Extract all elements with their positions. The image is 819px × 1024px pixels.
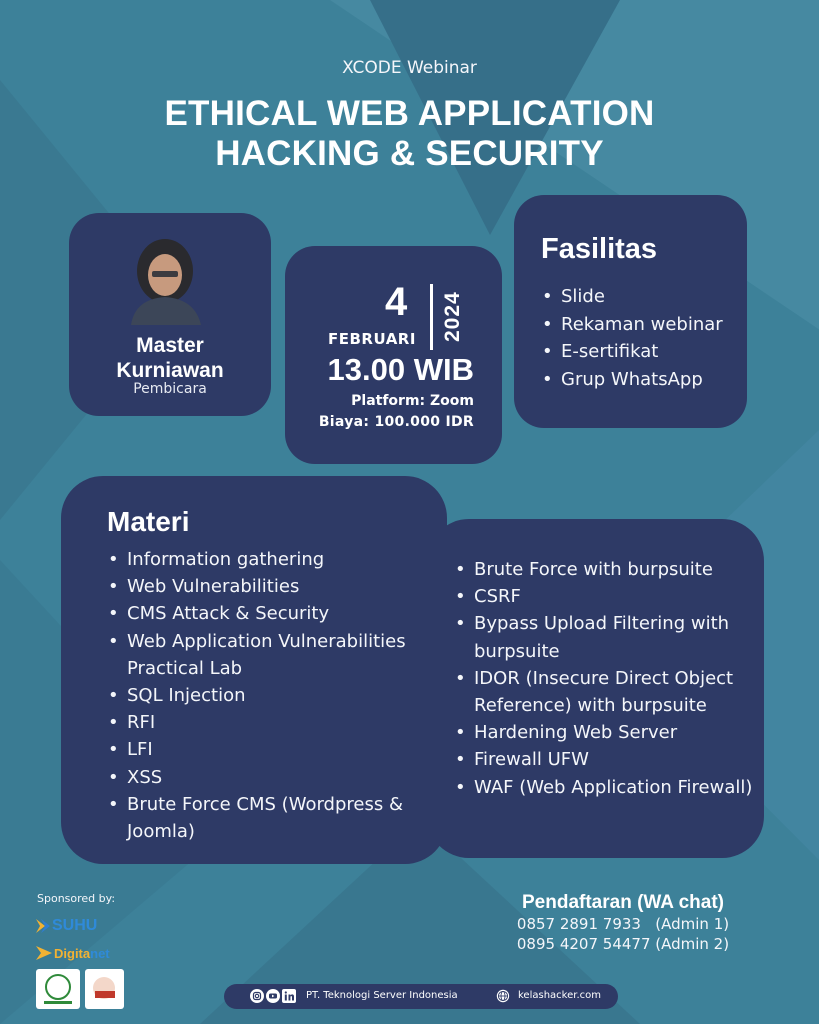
sponsor-logo-suhu (36, 917, 102, 935)
globe-icon (496, 989, 510, 1003)
materi-item: • XSS (108, 764, 438, 791)
digitanet-logo-icon (36, 946, 52, 960)
materi-item: • SQL Injection (108, 682, 438, 709)
suhu-logo-text: SUHU (52, 917, 98, 934)
speaker-role: Pembicara (133, 381, 207, 397)
speaker-photo (125, 233, 205, 325)
materi-list-1 (108, 546, 438, 845)
materi-item: • Information gathering (108, 546, 438, 573)
speaker-card (69, 213, 271, 416)
footer-bar (224, 984, 618, 1009)
event-time: 13.00 WIB (327, 352, 474, 387)
materi-item: • RFI (108, 709, 438, 736)
event-month: FEBRUARI (328, 330, 416, 348)
website-link[interactable]: kelashacker.com (518, 990, 601, 1001)
title-line-1: ETHICAL WEB APPLICATION (164, 94, 655, 133)
event-day: 4 (385, 280, 408, 324)
materi-item: • CSRF (455, 583, 755, 610)
facilities-card (514, 195, 747, 428)
materi-item: • IDOR (Insecure Direct Object Reference) with burpsuite (455, 665, 755, 719)
materi-card-1 (61, 476, 447, 864)
registration-block (470, 892, 776, 954)
facilities-title: Fasilitas (541, 233, 658, 265)
instagram-icon[interactable] (250, 989, 264, 1003)
event-year: 2024 (441, 291, 464, 343)
materi-item: • Hardening Web Server (455, 719, 755, 746)
materi-item: • Web Vulnerabilities (108, 573, 438, 600)
sponsor-label: Sponsored by: (37, 892, 116, 905)
materi-item: • Brute Force with burpsuite (455, 556, 755, 583)
linkedin-icon[interactable] (282, 989, 296, 1003)
youtube-icon[interactable] (266, 989, 280, 1003)
materi-card-2 (427, 519, 764, 858)
facility-item: • Slide (542, 283, 723, 311)
registration-contact-1: 0857 2891 7933 (Admin 1) (516, 915, 730, 933)
date-divider (430, 284, 433, 350)
event-platform: Platform: Zoom (351, 393, 474, 409)
materi-item: • Brute Force CMS (Wordpress & Joomla) (108, 791, 438, 845)
speaker-name-line-1: Master (136, 334, 204, 357)
materi-list-2 (455, 556, 755, 801)
digitanet-logo-text (54, 946, 110, 961)
materi-item: • CMS Attack & Security (108, 600, 438, 627)
suhu-logo-icon (36, 919, 50, 933)
facility-item: • E-sertifikat (542, 338, 723, 366)
materi-item: • Web Application Vulnerabilities Practical Lab (108, 628, 438, 682)
registration-title: Pendaftaran (WA chat) (522, 892, 724, 913)
materi-title: Materi (107, 506, 190, 537)
materi-item: • Firewall UFW (455, 746, 755, 773)
company-name: PT. Teknologi Server Indonesia (306, 990, 458, 1001)
materi-item: • LFI (108, 736, 438, 763)
facility-item: • Grup WhatsApp (542, 366, 723, 394)
speaker-name (69, 333, 271, 383)
sponsor-logo-badge-2 (85, 969, 124, 1009)
registration-contact-2: 0895 4207 54477 (Admin 2) (516, 935, 730, 953)
sponsor-logo-badge-1 (36, 969, 80, 1009)
schedule-card (285, 246, 502, 464)
event-title (0, 94, 819, 174)
materi-item: • WAF (Web Application Firewall) (455, 774, 755, 801)
title-line-2: HACKING & SECURITY (215, 134, 604, 173)
event-fee: Biaya: 100.000 IDR (318, 414, 474, 430)
event-label: XCODE Webinar (342, 58, 477, 78)
facility-item: • Rekaman webinar (542, 311, 723, 339)
materi-item: • Bypass Upload Filtering with burpsuite (455, 610, 755, 664)
speaker-name-line-2: Kurniawan (116, 359, 224, 382)
digitanet-logo-text-b: net (90, 946, 110, 961)
sponsor-logo-digitanet (36, 944, 118, 962)
digitanet-logo-text-a: Digita (54, 946, 91, 961)
facilities-list (542, 283, 723, 393)
